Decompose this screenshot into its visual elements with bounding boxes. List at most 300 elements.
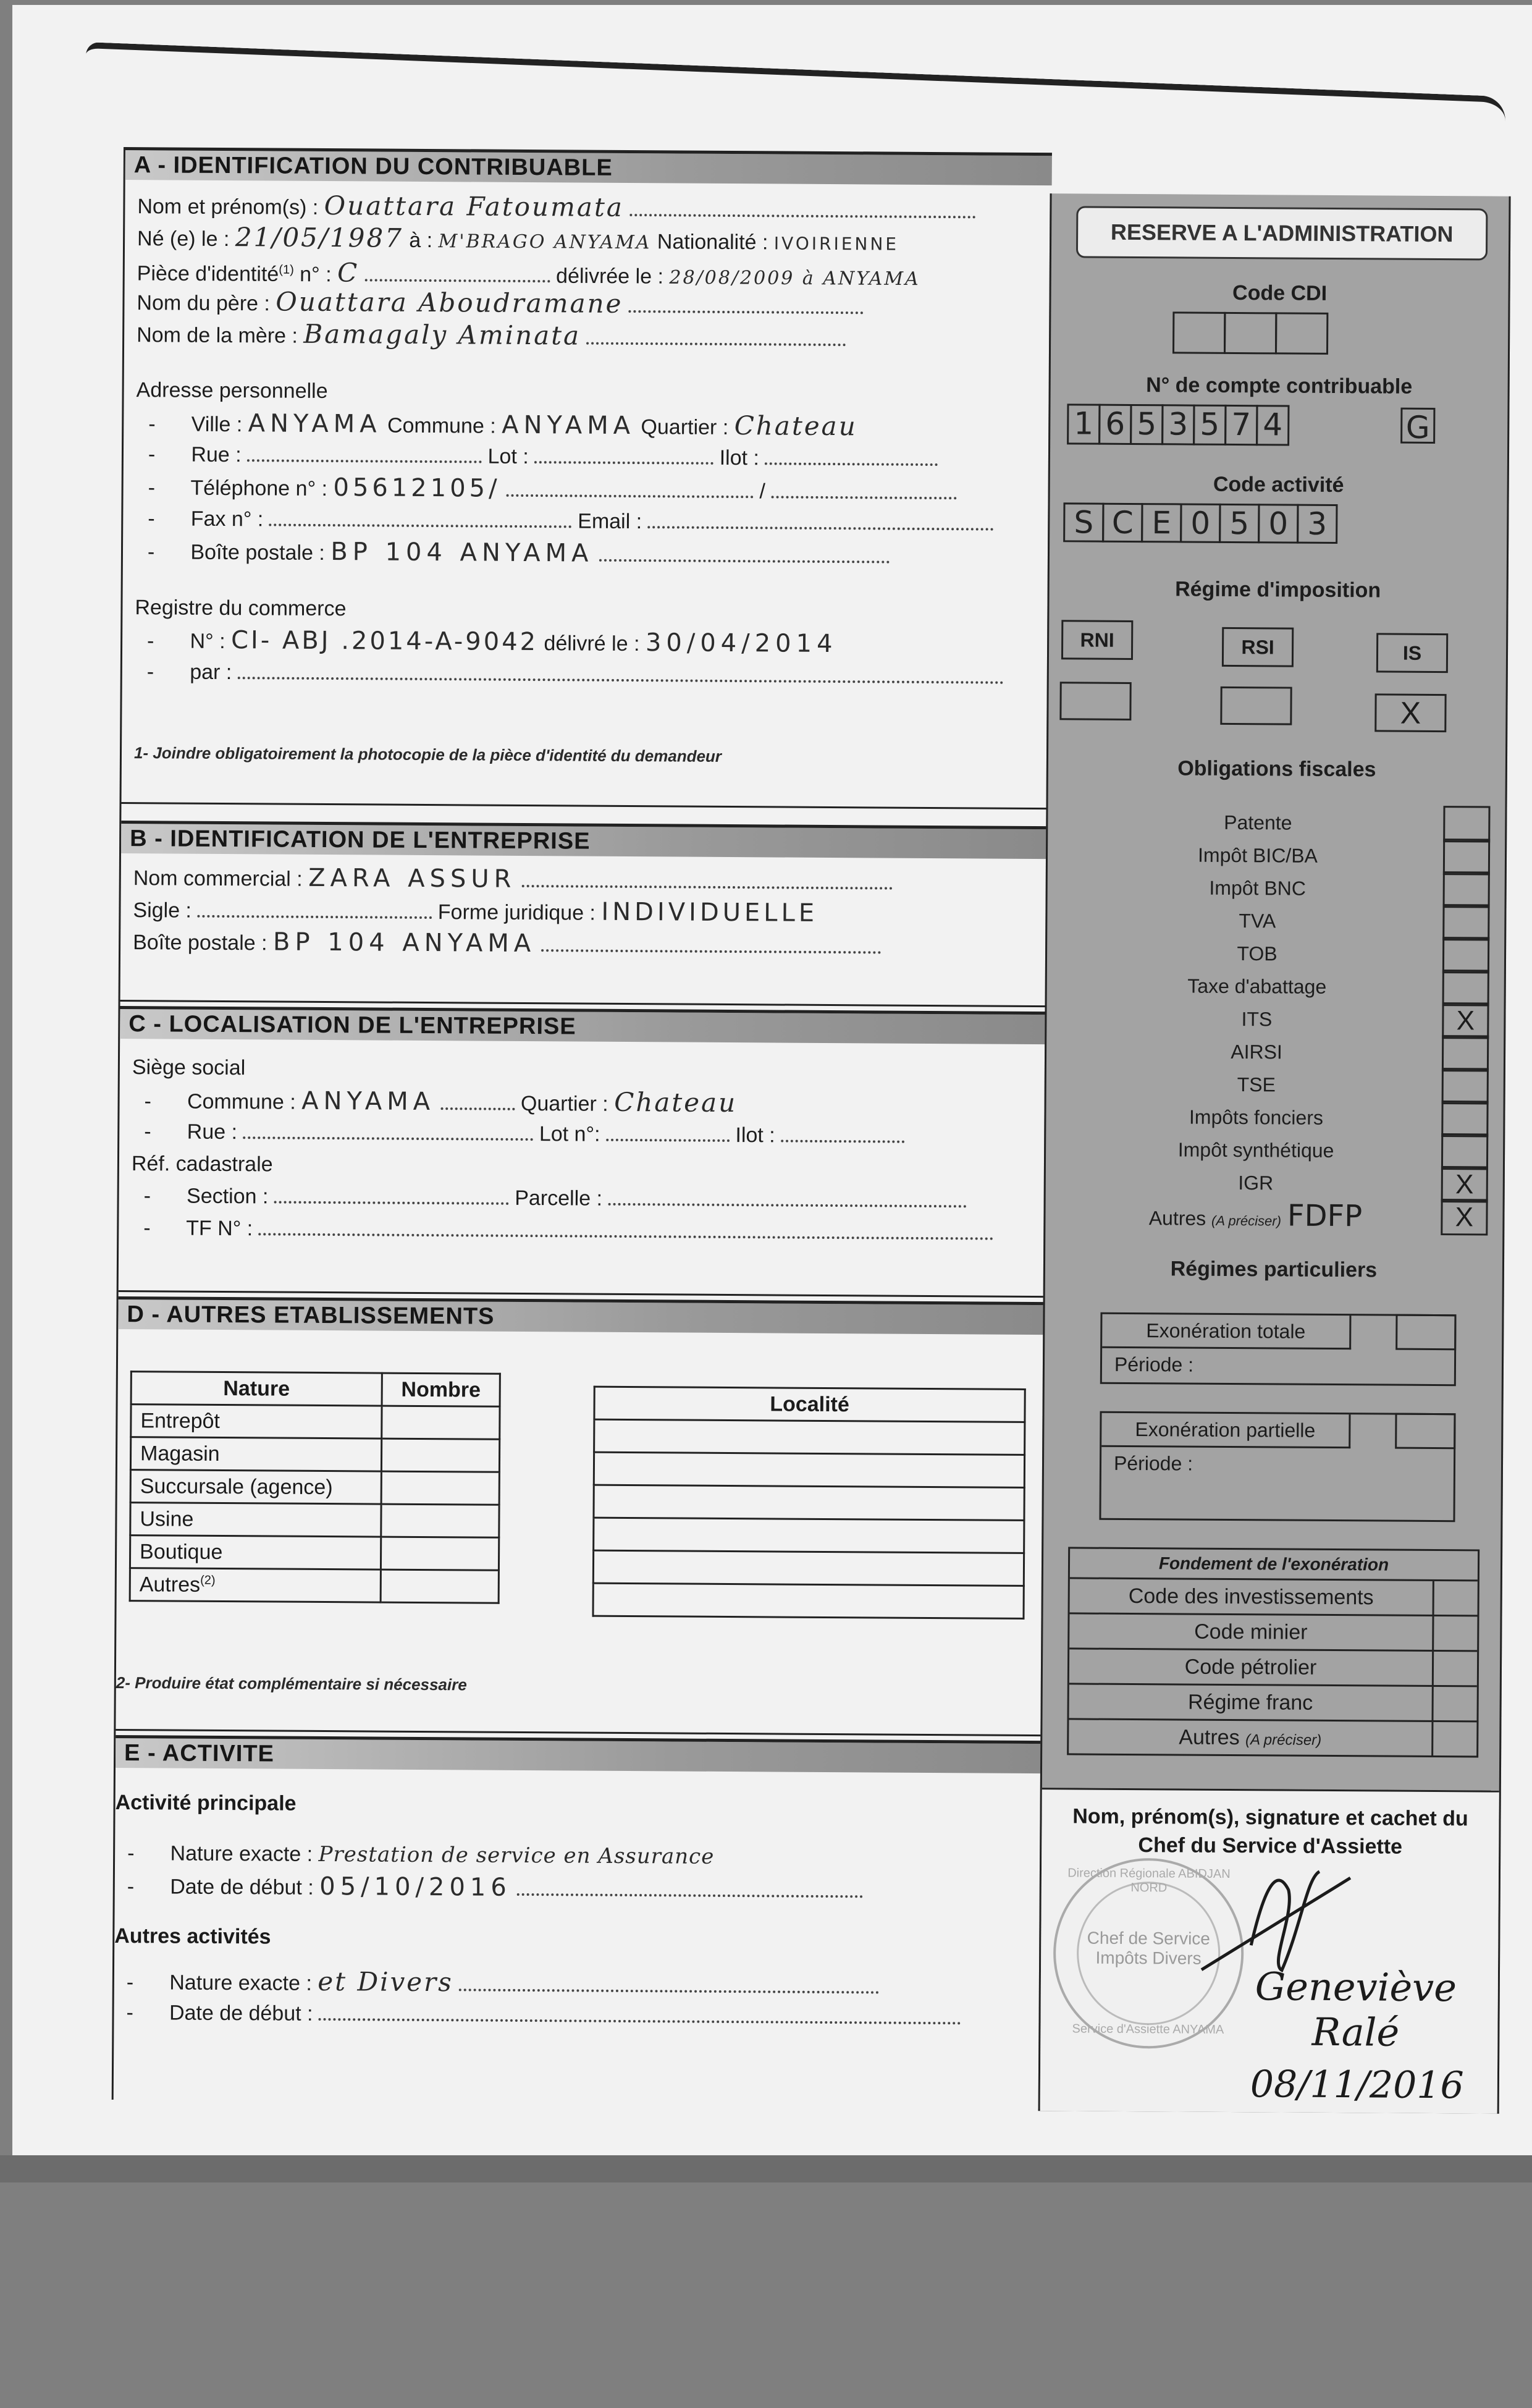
sigle-label: Sigle : (133, 898, 192, 923)
bullet: - (148, 507, 155, 531)
code-cdi-label: Code CDI (1232, 281, 1328, 305)
nombre-cell[interactable] (381, 1537, 499, 1570)
regime-rni-checkbox[interactable] (1059, 682, 1131, 720)
section-b-title: B - IDENTIFICATION DE L'ENTREPRISE (121, 821, 1048, 859)
obligation-checkbox[interactable]: X (1441, 1199, 1488, 1235)
telephone-field-3[interactable] (771, 479, 956, 499)
localite-cell[interactable] (593, 1550, 1024, 1586)
a-preciser-hint: (A préciser) (1245, 1731, 1322, 1749)
rue-row (136, 438, 1050, 476)
compte-cell[interactable]: 5 (1193, 405, 1226, 446)
fondement-table (1067, 1547, 1479, 1757)
dotted-line (522, 869, 893, 890)
nombre-cell[interactable] (381, 1569, 499, 1603)
obligation-label (1085, 871, 1431, 906)
email-field[interactable] (648, 510, 994, 530)
lot-label: Lot : (487, 444, 529, 469)
nationalite-value[interactable]: IVOIRIENNE (773, 233, 899, 255)
code-activite-cell[interactable]: E (1141, 503, 1182, 543)
table-row (130, 1437, 499, 1472)
obligation-text: Taxe d'abattage (1187, 974, 1327, 998)
nom-commercial-value[interactable]: ZARA ASSUR (308, 863, 516, 893)
delivree-value[interactable]: 28/08/2009 à ANYAMA (669, 266, 920, 290)
par-label: par : (190, 660, 232, 685)
telephone-separator: / (759, 479, 765, 504)
nom-value[interactable]: Ouattara Fatoumata (324, 190, 625, 222)
section-c-title: C - LOCALISATION DE L'ENTREPRISE (120, 1006, 1046, 1044)
table-row (593, 1583, 1024, 1618)
obligation-label (1084, 904, 1430, 939)
code-cdi-cell[interactable] (1275, 312, 1328, 355)
tf-label: TF N° : (186, 1216, 253, 1241)
principale-label: Activité principale (115, 1790, 297, 1815)
stamp-ring-top: Direction Régionale ABIDJAN NORD (1067, 1866, 1231, 1895)
scanned-page (12, 5, 1532, 2155)
compte-key-cell[interactable]: G (1400, 408, 1435, 444)
lot-c-field[interactable] (606, 1123, 730, 1142)
rue-c-label: Rue : (187, 1120, 238, 1144)
nature-cell: Magasin (130, 1437, 381, 1471)
bullet: - (126, 1971, 134, 1995)
footnote-ref: (1) (279, 263, 294, 277)
obligation-checkbox[interactable] (1442, 1068, 1489, 1104)
table-row (594, 1452, 1024, 1487)
mere-label: Nom de la mère : (137, 323, 298, 348)
exo-partielle-box (1099, 1411, 1455, 1523)
col-nombre: Nombre (382, 1373, 500, 1406)
regimes-particuliers-label: Régimes particuliers (1170, 1257, 1378, 1282)
sigle-row (133, 893, 1047, 931)
table-row (594, 1485, 1024, 1520)
delivree-label: délivrée le : (555, 264, 664, 289)
dotted-line (629, 198, 975, 218)
rue-c-row (132, 1115, 1046, 1153)
obligation-checkbox[interactable]: X (1441, 1166, 1488, 1202)
quartier-label: Quartier : (641, 415, 729, 439)
code-activite-cell[interactable]: 5 (1219, 504, 1260, 543)
fondement-item: Code pétrolier (1069, 1649, 1434, 1685)
fondement-item: Régime franc (1069, 1684, 1433, 1720)
fondement-checkbox[interactable] (1434, 1581, 1478, 1615)
commune-c-value[interactable]: ANYAMA (301, 1086, 436, 1117)
scan-border (0, 2155, 1532, 2182)
code-cdi-cell[interactable] (1224, 312, 1277, 355)
localite-table (592, 1386, 1025, 1620)
piece-no-value[interactable]: C (337, 257, 360, 288)
nombre-cell[interactable] (381, 1504, 499, 1537)
autres-date-row (114, 1996, 1040, 2034)
section-field[interactable] (274, 1185, 509, 1205)
regime-label: Régime d'imposition (1175, 577, 1381, 602)
obligation-text: TOB (1237, 942, 1277, 965)
fondement-item (1069, 1720, 1433, 1755)
code-activite-cell[interactable]: 0 (1180, 503, 1221, 543)
autres-obligation-value[interactable]: FDFP (1287, 1198, 1363, 1234)
code-activite-cell[interactable]: S (1063, 502, 1104, 542)
regime-rsi-label: RSI (1222, 627, 1294, 667)
autres-activites-label: Autres activités (114, 1924, 271, 1949)
compte-cell[interactable]: 1 (1067, 403, 1100, 444)
code-activite-label: Code activité (1213, 472, 1344, 497)
localite-cell[interactable] (594, 1485, 1024, 1520)
autres-nature-label: Nature exacte : (169, 1971, 312, 1995)
bp-label: Boîte postale : (190, 540, 325, 565)
date-row (115, 1869, 1042, 1907)
nombre-cell[interactable] (382, 1406, 500, 1439)
signature-title: Nom, prénom(s), signature et cachet du Chef du Service d'Assiette (1072, 1804, 1468, 1859)
nature-table (129, 1371, 501, 1604)
obligation-label (1085, 806, 1431, 840)
fax-row (135, 502, 1050, 540)
section-a (122, 147, 1052, 809)
bullet: - (147, 540, 155, 564)
par-row (135, 656, 1049, 693)
obligation-label (1084, 1002, 1429, 1037)
obligation-label (1085, 839, 1431, 873)
obligation-checkbox[interactable] (1443, 839, 1490, 875)
table-row (594, 1419, 1025, 1455)
telephone-row (135, 470, 1050, 508)
ilot-c-field[interactable] (781, 1124, 904, 1143)
nature-cell: Usine (130, 1503, 381, 1537)
pere-label: Nom du père : (137, 291, 271, 316)
lieu-value[interactable]: M'BRAGO ANYAMA (438, 230, 652, 254)
sign-date: 08/11/2016 (1250, 2063, 1464, 2108)
adresse-label: Adresse personnelle (136, 378, 328, 403)
ne-value[interactable]: 21/05/1987 (235, 222, 404, 253)
exo-partielle-checkbox[interactable] (1395, 1413, 1455, 1450)
ref-heading (132, 1147, 1046, 1185)
commune-c-row (132, 1083, 1046, 1121)
footnote-2: 2- Produire état complémentaire si nécessaire (116, 1673, 467, 1694)
compte-cell[interactable]: 3 (1161, 404, 1195, 445)
obligations-label: Obligations fiscales (1177, 756, 1376, 782)
sigle-field[interactable] (197, 899, 432, 919)
nom-label: Nom et prénom(s) : (137, 195, 319, 219)
bullet: - (127, 1841, 135, 1865)
email-label: Email : (578, 509, 642, 534)
obligation-text: TVA (1239, 910, 1276, 932)
obligation-label (1084, 937, 1430, 971)
exo-totale-checkbox[interactable] (1395, 1314, 1456, 1351)
autres-date-field[interactable] (319, 2002, 961, 2024)
code-activite-cell[interactable]: 3 (1297, 504, 1337, 544)
rc-delivre-label: délivré le : (544, 632, 640, 656)
registre-label: Registre du commerce (135, 596, 347, 621)
bullet: - (143, 1216, 151, 1240)
obligation-checkbox[interactable] (1442, 970, 1489, 1006)
dotted-line (440, 1091, 515, 1110)
obligation-checkbox[interactable] (1442, 904, 1489, 940)
bp-value[interactable]: BP 104 ANYAMA (330, 538, 594, 568)
commune-label: Commune : (387, 413, 496, 438)
periode-partielle-label: Période : (1113, 1451, 1193, 1475)
reserve-admin-title: RESERVE A L'ADMINISTRATION (1076, 206, 1488, 260)
compte-label: N° de compte contribuable (1146, 373, 1413, 399)
obligation-label (1083, 1100, 1429, 1135)
nombre-cell[interactable] (381, 1438, 499, 1472)
obligation-checkbox[interactable] (1441, 1133, 1488, 1170)
ilot-field[interactable] (765, 446, 938, 466)
bullet: - (148, 442, 156, 467)
obligation-checkbox[interactable]: X (1442, 1002, 1489, 1039)
bullet: - (148, 476, 156, 500)
fondement-checkbox[interactable] (1434, 1616, 1477, 1650)
form-left-column (112, 147, 1052, 2105)
adresse-heading (136, 374, 1050, 412)
code-cdi-boxes (1174, 311, 1328, 355)
pere-value[interactable]: Ouattara Aboudramane (276, 286, 623, 319)
parcelle-label: Parcelle : (515, 1186, 603, 1210)
table-row (130, 1568, 499, 1603)
col-localite: Localité (594, 1387, 1025, 1422)
fondement-label: Fondement de l'exonération (1070, 1548, 1478, 1581)
nature-cell: Boutique (130, 1536, 381, 1569)
table-row (594, 1518, 1024, 1553)
bullet: - (147, 629, 154, 653)
obligation-checkbox[interactable] (1443, 871, 1490, 908)
table-row (130, 1503, 499, 1538)
parcelle-field[interactable] (608, 1187, 966, 1208)
ilot-c-label: Ilot : (735, 1123, 775, 1147)
regime-is-label: IS (1376, 633, 1448, 673)
nature-label: Nature exacte : (170, 1841, 313, 1866)
table-row (593, 1550, 1024, 1586)
bp-row (135, 534, 1050, 572)
obligation-text: Autres (1148, 1207, 1206, 1230)
bullet: - (148, 412, 156, 436)
telephone-value[interactable]: 05612105/ (333, 473, 501, 503)
autres-label: Autres (139, 1572, 201, 1597)
code-cdi-cell[interactable] (1172, 311, 1226, 354)
regime-rsi-checkbox[interactable] (1220, 686, 1292, 725)
nom-commercial-label: Nom commercial : (133, 866, 303, 891)
bp-b-value[interactable]: BP 104 ANYAMA (272, 927, 536, 958)
nom-row (137, 188, 1051, 226)
principale-heading (115, 1786, 1042, 1824)
localite-cell[interactable] (594, 1419, 1025, 1455)
bullet: - (146, 660, 154, 684)
admin-column (1038, 193, 1511, 2113)
forme-label: Forme juridique : (437, 900, 596, 925)
nationalite-label: Nationalité : (657, 230, 768, 255)
obligation-label (1084, 1035, 1429, 1070)
nature-row (115, 1837, 1042, 1875)
bullet: - (127, 1875, 135, 1899)
compte-boxes (1069, 403, 1289, 446)
nature-cell: Succursale (agence) (130, 1470, 381, 1504)
section-row (131, 1180, 1045, 1217)
footnote-1: 1- Joindre obligatoirement la photocopie de la pièce d'identité du demandeur (133, 743, 722, 766)
fondement-row (1069, 1720, 1476, 1755)
ne-label: Né (e) le : (137, 227, 230, 251)
nature-cell: Entrepôt (131, 1405, 382, 1438)
compte-cell[interactable]: 7 (1224, 405, 1258, 446)
telephone-field-2[interactable] (507, 478, 754, 498)
piece-label: Pièce d'identité (137, 261, 279, 286)
nature-value[interactable]: Prestation de service en Assurance (318, 1841, 715, 1869)
par-field[interactable] (238, 661, 1004, 684)
localite-cell[interactable] (594, 1518, 1024, 1553)
localite-cell[interactable] (594, 1452, 1024, 1487)
nom-commercial-row (133, 861, 1048, 898)
tax-registration-form (112, 147, 1507, 2127)
periode-totale-label: Période : (1114, 1353, 1194, 1376)
dotted-line (587, 326, 846, 347)
obligation-text: Impôts fonciers (1189, 1105, 1324, 1129)
obligation-checkbox[interactable] (1442, 1035, 1489, 1071)
code-activite-cell[interactable]: 0 (1258, 504, 1298, 543)
siege-label: Siège social (132, 1055, 246, 1080)
date-value[interactable]: 05/10/2016 (319, 1872, 511, 1902)
autres-nature-row (114, 1964, 1041, 2002)
commune-c-label: Commune : (187, 1089, 296, 1114)
section-c (119, 1006, 1047, 1298)
stamp-ring-bottom: Service d'Assiette ANYAMA (1072, 2022, 1224, 2037)
dotted-line (459, 1972, 879, 1993)
obligation-checkbox[interactable] (1443, 806, 1490, 842)
ville-row (136, 406, 1050, 444)
pere-row (137, 285, 1051, 323)
fax-label: Fax n° : (190, 507, 264, 531)
obligation-text: IGR (1238, 1172, 1274, 1194)
ilot-label: Ilot : (719, 446, 760, 470)
rue-field[interactable] (247, 443, 482, 463)
stamp-center-text: Chef de Service Impôts Divers (1087, 1928, 1211, 1968)
table-row (130, 1470, 499, 1505)
compte-cell[interactable]: 5 (1130, 404, 1163, 445)
bullet: - (144, 1089, 152, 1113)
dotted-line (599, 543, 890, 564)
compte-cell[interactable]: 4 (1256, 405, 1289, 446)
section-e (114, 1735, 1043, 2105)
mere-row (137, 317, 1051, 355)
fondement-checkbox[interactable] (1433, 1687, 1476, 1720)
obligation-checkbox[interactable] (1442, 937, 1489, 973)
obligation-checkbox[interactable] (1441, 1100, 1488, 1137)
regime-is-checkbox[interactable]: X (1374, 693, 1446, 732)
piece-row (137, 253, 1051, 290)
bullet: - (143, 1184, 151, 1208)
obligation-text: ITS (1241, 1008, 1273, 1031)
fondement-checkbox[interactable] (1434, 1652, 1477, 1685)
fax-field[interactable] (269, 507, 572, 528)
nombre-cell[interactable] (381, 1471, 499, 1505)
forme-value[interactable]: INDIVIDUELLE (601, 897, 819, 927)
signer-name: Geneviève Ralé (1255, 1964, 1457, 2055)
obligation-label (1084, 1068, 1429, 1102)
a-preciser-hint: (A préciser) (1211, 1212, 1282, 1229)
obligation-text: Patente (1224, 811, 1292, 834)
naissance-row (137, 221, 1051, 258)
tf-field[interactable] (259, 1217, 994, 1240)
rc-no-value[interactable]: CI- ABJ .2014-A-9042 (230, 626, 539, 657)
fondement-autres: Autres (1179, 1725, 1240, 1750)
telephone-label: Téléphone n° : (190, 476, 328, 501)
table-row (130, 1536, 499, 1571)
rue-c-field[interactable] (243, 1120, 533, 1141)
date-label: Date de début : (170, 1875, 314, 1899)
dotted-line (542, 933, 882, 953)
section-d-title: D - AUTRES ETABLISSEMENTS (118, 1296, 1045, 1335)
bullet: - (126, 2001, 134, 2025)
code-activite-cell[interactable]: C (1102, 503, 1143, 543)
obligation-label (1083, 1166, 1429, 1201)
tf-row (131, 1212, 1045, 1249)
autres-heading (114, 1920, 1041, 1958)
dotted-line (629, 294, 864, 314)
footnote-ref: (2) (200, 1573, 216, 1587)
obligation-label (1084, 970, 1430, 1004)
lot-c-label: Lot n°: (539, 1122, 600, 1146)
ref-label: Réf. cadastrale (131, 1152, 273, 1177)
obligation-label (1082, 1199, 1428, 1233)
ville-value[interactable]: ANYAMA (248, 409, 382, 439)
lot-field[interactable] (534, 445, 713, 465)
quartier-c-label: Quartier : (520, 1091, 608, 1116)
bullet: - (144, 1120, 151, 1144)
bp-b-label: Boîte postale : (133, 931, 267, 955)
section-a-title: A - IDENTIFICATION DU CONTRIBUABLE (125, 147, 1052, 185)
ville-label: Ville : (191, 412, 243, 437)
signature-scribble (1177, 1852, 1363, 1977)
fondement-row (1069, 1684, 1476, 1722)
torn-top-edge (85, 42, 1506, 146)
lieu-label: à : (409, 228, 433, 253)
rc-row (135, 623, 1049, 661)
quartier-value[interactable]: Chateau (734, 410, 857, 442)
fondement-row (1070, 1579, 1478, 1616)
exo-totale-label: Exonération totale (1102, 1314, 1351, 1350)
section-label: Section : (186, 1184, 269, 1209)
obligation-text: Impôt BNC (1209, 876, 1307, 900)
compte-cell[interactable]: 6 (1098, 404, 1132, 445)
signature-box (1040, 1788, 1499, 2114)
mere-value[interactable]: Bamagaly Aminata (303, 318, 581, 351)
fondement-item: Code des investissements (1070, 1579, 1434, 1615)
registre-heading (135, 591, 1049, 629)
fondement-row (1069, 1614, 1477, 1652)
col-nature: Nature (131, 1372, 382, 1406)
table-row (131, 1405, 500, 1440)
rc-delivre-value[interactable]: 30/04/2014 (645, 628, 838, 659)
autres-nature-value[interactable]: et Divers (318, 1966, 453, 1998)
section-e-title: E - ACTIVITE (116, 1735, 1042, 1773)
autres-date-label: Date de début : (169, 2001, 313, 2026)
fondement-item: Code minier (1069, 1614, 1434, 1650)
dotted-line (517, 1877, 863, 1898)
obligation-label (1083, 1133, 1429, 1168)
section-b (120, 821, 1048, 1007)
code-activite-boxes (1065, 502, 1337, 544)
bp-b-row (133, 925, 1047, 963)
quartier-c-value[interactable]: Chateau (614, 1086, 738, 1118)
obligation-text: TSE (1237, 1073, 1276, 1096)
fondement-row (1069, 1649, 1477, 1687)
exo-partielle-label: Exonération partielle (1101, 1413, 1350, 1448)
commune-value[interactable]: ANYAMA (502, 410, 636, 441)
rc-no-label: N° : (190, 629, 225, 654)
obligation-text: Impôt BIC/BA (1198, 843, 1318, 867)
fondement-checkbox[interactable] (1433, 1722, 1476, 1755)
section-d (116, 1296, 1045, 1736)
siege-heading (132, 1051, 1046, 1089)
rue-label: Rue : (191, 442, 242, 467)
exo-totale-box (1100, 1312, 1457, 1387)
localite-cell[interactable] (593, 1583, 1024, 1618)
piece-no-label: n° : (300, 263, 332, 287)
nature-cell (130, 1568, 381, 1602)
